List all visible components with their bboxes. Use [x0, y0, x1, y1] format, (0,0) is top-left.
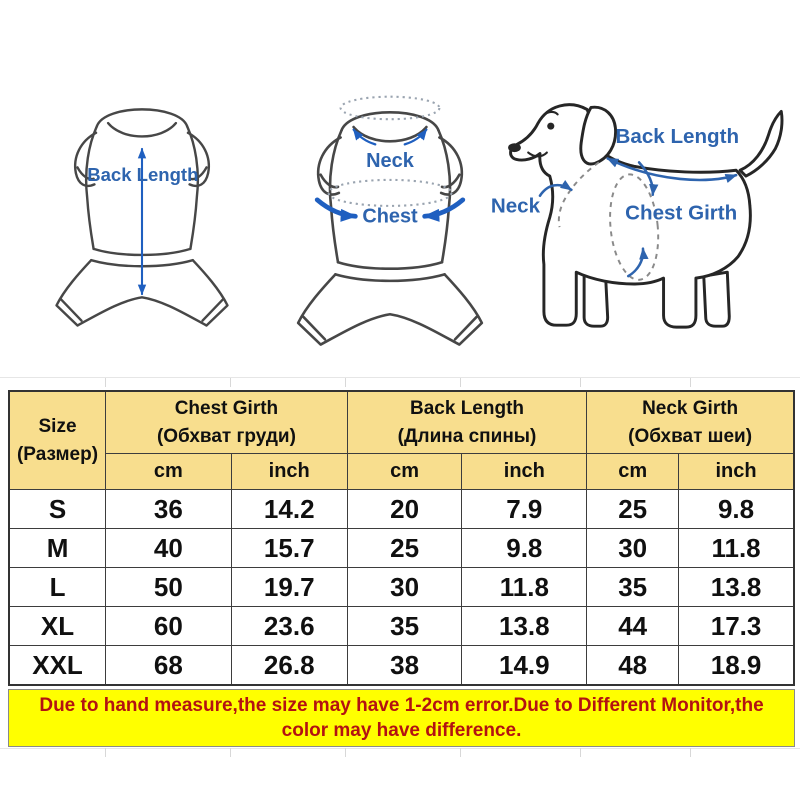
chest-inch-cell: 14.2	[231, 490, 347, 529]
spreadsheet-gridline	[690, 748, 691, 757]
back-inch-cell: 9.8	[462, 529, 587, 568]
neck-cm-cell: 25	[587, 490, 679, 529]
chest-inch-cell: 26.8	[231, 646, 347, 686]
table-row-size-xl	[9, 607, 794, 646]
back-cm-cell: 30	[347, 568, 462, 607]
neck-inch-cell: 9.8	[679, 490, 794, 529]
size-header-ru: (Размер)	[16, 443, 99, 465]
size-cell: XL	[9, 607, 106, 646]
size-column-header	[9, 391, 106, 490]
chest-girth-dotted-line	[328, 180, 451, 206]
dog-illustration	[488, 80, 794, 335]
back-length-header-en: Back Length	[410, 397, 525, 419]
neck-inch-cell: 13.8	[679, 568, 794, 607]
neck-label: Neck	[366, 149, 414, 172]
size-cell: S	[9, 490, 106, 529]
chest-girth-header-ru: (Обхват груди)	[156, 425, 296, 447]
size-chart-table	[8, 390, 795, 686]
chest-inch-cell: 23.6	[231, 607, 347, 646]
unit-header-inch: inch	[679, 454, 794, 490]
unit-header-cm: cm	[347, 454, 462, 490]
table-row-size-xxl	[9, 646, 794, 686]
neck-inch-cell: 18.9	[679, 646, 794, 686]
chest-girth-column-header	[106, 391, 348, 454]
unit-header-cm: cm	[587, 454, 679, 490]
spreadsheet-gridline	[230, 748, 231, 757]
neck-girth-dotted-line	[341, 97, 440, 120]
neck-cm-cell: 44	[587, 607, 679, 646]
size-cell: XXL	[9, 646, 106, 686]
chest-inch-cell: 15.7	[231, 529, 347, 568]
chest-inch-cell: 19.7	[231, 568, 347, 607]
neck-inch-cell: 11.8	[679, 529, 794, 568]
chest-cm-cell: 36	[106, 490, 232, 529]
back-inch-cell: 14.9	[462, 646, 587, 686]
spreadsheet-gridline	[105, 748, 106, 757]
unit-header-inch: inch	[231, 454, 347, 490]
neck-girth-header-en: Neck Girth	[642, 397, 739, 419]
neck-cm-cell: 30	[587, 529, 679, 568]
chest-cm-cell: 50	[106, 568, 232, 607]
back-cm-cell: 38	[347, 646, 462, 686]
back-cm-cell: 35	[347, 607, 462, 646]
table-row-size-l	[9, 568, 794, 607]
chest-girth-label: Chest Girth	[625, 201, 738, 225]
neck-girth-column-header	[587, 391, 794, 454]
garment-back-view-illustration	[42, 86, 242, 336]
spreadsheet-gridline	[105, 378, 106, 387]
size-header-en: Size	[38, 415, 77, 437]
spreadsheet-gridline	[0, 377, 800, 378]
chest-cm-cell: 60	[106, 607, 232, 646]
neck-cm-cell: 48	[587, 646, 679, 686]
size-cell: M	[9, 529, 106, 568]
neck-cm-cell: 35	[587, 568, 679, 607]
spreadsheet-gridline	[0, 748, 800, 749]
back-length-header-ru: (Длина спины)	[397, 425, 537, 447]
spreadsheet-gridline	[580, 748, 581, 757]
back-length-column-header	[347, 391, 586, 454]
back-inch-cell: 11.8	[462, 568, 587, 607]
spreadsheet-gridline	[345, 378, 346, 387]
chest-cm-cell: 40	[106, 529, 232, 568]
chest-girth-header-en: Chest Girth	[174, 397, 279, 419]
garment-neck-chest-illustration	[286, 74, 494, 356]
back-length-label: Back Length	[87, 164, 199, 186]
spreadsheet-gridline	[230, 378, 231, 387]
size-cell: L	[9, 568, 106, 607]
neck-label: Neck	[490, 194, 541, 218]
back-length-label: Back Length	[615, 124, 740, 148]
spreadsheet-gridline	[345, 748, 346, 757]
unit-header-inch: inch	[462, 454, 587, 490]
neck-girth-header-ru: (Обхват шеи)	[628, 425, 753, 447]
spreadsheet-gridline	[690, 378, 691, 387]
chest-cm-cell: 68	[106, 646, 232, 686]
chest-label: Chest	[362, 205, 418, 228]
back-inch-cell: 13.8	[462, 607, 587, 646]
back-cm-cell: 25	[347, 529, 462, 568]
spreadsheet-gridline	[460, 378, 461, 387]
spreadsheet-gridline	[460, 748, 461, 757]
back-cm-cell: 20	[347, 490, 462, 529]
neck-inch-cell: 17.3	[679, 607, 794, 646]
unit-header-cm: cm	[106, 454, 232, 490]
back-inch-cell: 7.9	[462, 490, 587, 529]
disclaimer-banner	[8, 689, 795, 747]
jumpsuit-outline	[298, 112, 482, 344]
spreadsheet-gridline	[580, 378, 581, 387]
table-row-size-s	[9, 490, 794, 529]
table-row-size-m	[9, 529, 794, 568]
disclaimer-text: Due to hand measure,the size may have 1-2cm error.Due to Different Monitor,the color may have difference.	[39, 695, 764, 741]
